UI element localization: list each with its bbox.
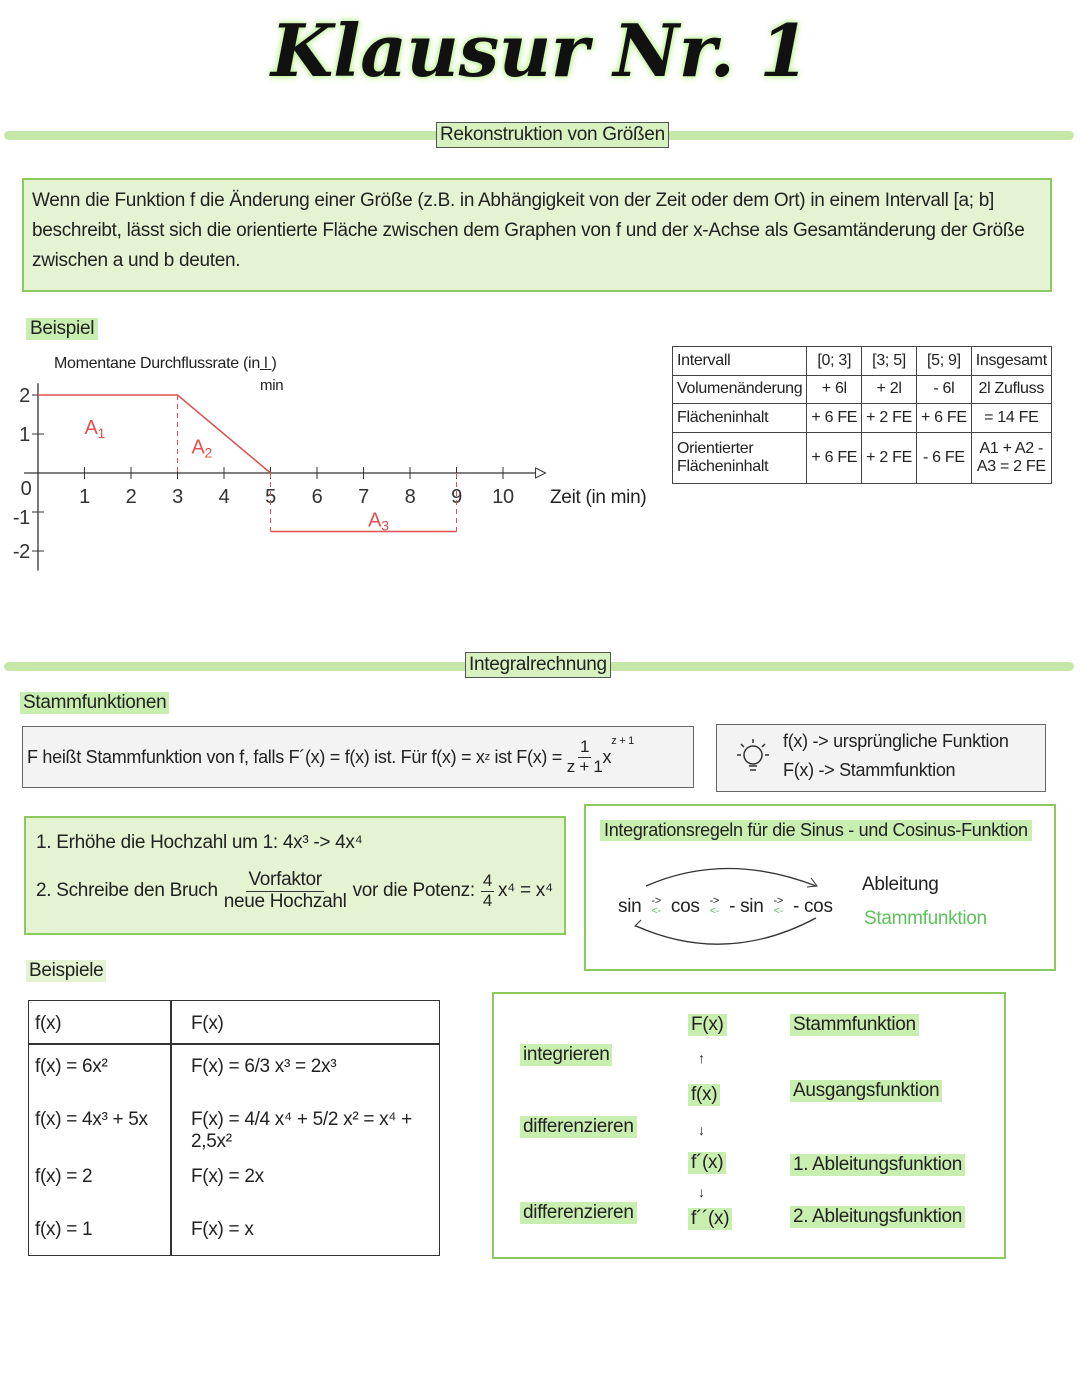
column-header: F(x) [191,1013,224,1034]
section-heading-reconstruction: Rekonstruktion von Größen [436,122,669,148]
y-tick-label: -1 [12,507,30,529]
table-cell: 2l Zufluss [971,375,1051,404]
table-cell: f(x) = 6x² [35,1056,108,1077]
area-label: $A_2$ [191,436,212,461]
y-tick-label: -2 [12,541,30,563]
table-row [673,404,1052,433]
table-cell: Insgesamt [971,347,1051,376]
lightbulb-icon [731,735,775,779]
integration-rules-box [584,804,1056,971]
function-name: Stammfunktion [790,1014,919,1036]
table-cell: F(x) = x [191,1219,254,1240]
series-line [38,395,271,473]
area-label: $A_3$ [368,509,389,534]
table-cell: + 2 FE [862,404,917,433]
table-cell: + 6 FE [916,404,971,433]
table-cell: f(x) = 1 [35,1219,93,1240]
function-label: F(x) [688,1014,727,1036]
arrow-icon: ↑ [698,1050,705,1066]
stammfunktionen-label: Stammfunktionen [20,692,169,714]
column-header: f(x) [35,1013,62,1034]
chart-xlabel: Zeit (in min) [550,487,647,508]
chart-ylabel: Momentane Durchflussrate (in l ) [54,355,277,372]
table-cell: [0; 3] [807,347,862,376]
x-tick-label: 5 [265,486,276,508]
table-cell: + 6 FE [807,404,862,433]
legend-derivative: Ableitung [862,874,939,895]
arrow-icon: ↓ [698,1184,705,1200]
table-cell: Intervall [673,347,807,376]
examples-label: Beispiele [26,960,106,982]
tip-box [716,724,1046,792]
operation-label: differenzieren [520,1202,637,1224]
y-tick-label: 2 [19,385,30,407]
table-cell: + 2 FE [862,432,917,483]
function-label: f´(x) [688,1152,726,1174]
interval-table [672,346,1052,484]
function-label: f´´(x) [688,1208,732,1230]
example-label: Beispiel [26,318,98,340]
legend-antiderivative: Stammfunktion [864,908,987,929]
table-cell: F(x) = 2x [191,1166,264,1187]
operation-label: differenzieren [520,1116,637,1138]
table-cell: - 6 FE [916,432,971,483]
table-cell: + 6l [807,375,862,404]
examples-table [28,1000,440,1256]
x-tick-label: 4 [218,486,230,508]
x-tick-label: 6 [311,486,323,508]
tip-line: f(x) -> ursprüngliche Funktion [783,731,1009,751]
definition-box: Wenn die Funktion f die Änderung einer Größe (z.B. in Abhängigkeit von der Zeit oder dem Ort) in einem Intervall [a; b] beschreibt, lässt sich die orientierte Fläche zwischen dem Graphen von f und der x-Achse als Gesamtänderung der Größe zwischen a und b deuten. [22,178,1052,292]
x-tick-label: 8 [404,486,416,508]
operation-label: integrieren [520,1044,612,1066]
function-name: Ausgangsfunktion [790,1080,942,1102]
table-cell: Orientierter Flächeninhalt [673,432,807,483]
x-axis-arrow [536,468,546,478]
table-cell: f(x) = 2 [35,1166,93,1187]
origin-label: 0 [20,478,32,500]
table-cell: [3; 5] [862,347,917,376]
y-tick-label: 1 [19,424,30,446]
function-label: f(x) [688,1084,720,1106]
table-cell: + 6 FE [807,432,862,483]
flow-rate-chart [0,345,660,575]
table-cell: + 2l [862,375,917,404]
table-cell: Volumenänderung [673,375,807,404]
table-row [673,375,1052,404]
rule-1: 1. Erhöhe die Hochzahl um 1: 4x³ -> 4x⁴ [36,832,363,853]
integration-title: Integrationsregeln für die Sinus - und Cosinus-Funktion [600,820,1032,841]
table-cell: Flächeninhalt [673,404,807,433]
rules-box [24,816,566,935]
x-tick-label: 10 [492,486,514,508]
table-cell: [5; 9] [916,347,971,376]
table-cell: - 6l [916,375,971,404]
tip-line: F(x) -> Stammfunktion [783,760,956,780]
x-tick-label: 9 [451,486,462,508]
stammfunktion-definition: F heißt Stammfunktion von f, falls F´(x) = f(x) ist. Für f(x) = x z ist F(x) = $\frac{1}{z + 1}$ x $^{z + 1}$ [22,726,694,788]
table-cell: F(x) = 6/3 x³ = 2x³ [191,1056,337,1077]
chart-ylabel-unit: min [260,377,284,394]
function-name: 2. Ableitungsfunktion [790,1206,965,1228]
x-tick-label: 1 [79,486,90,508]
derivative-hierarchy-box [492,992,1006,1259]
x-tick-label: 7 [358,486,369,508]
table-row [673,347,1052,376]
area-label: $A_1$ [84,417,106,441]
table-cell: A1 + A2 - A3 = 2 FE [971,432,1051,483]
rule-2: 2. Schreibe den Bruch $\frac{\text{Vorfaktor}}{\text{neue Hochzahl}}$ vor die Potenz: $\frac{4}{4}$ x⁴ = x⁴ [36,869,553,912]
table-cell: = 14 FE [971,404,1051,433]
section-heading-integral: Integralrechnung [465,652,611,678]
table-cell: f(x) = 4x³ + 5x [35,1109,148,1130]
table-row [673,432,1052,483]
sin-cos-chain: sin -> <- cos -> <- - sin -> <- - cos [618,895,833,917]
page-title: Klausur Nr. 1 [270,8,810,93]
x-tick-label: 3 [172,486,183,508]
function-name: 1. Ableitungsfunktion [790,1154,965,1176]
arrow-icon: ↓ [698,1122,705,1138]
table-cell: F(x) = 4/4 x⁴ + 5/2 x² = x⁴ + 2,5x² [191,1109,412,1152]
x-tick-label: 2 [125,486,137,508]
